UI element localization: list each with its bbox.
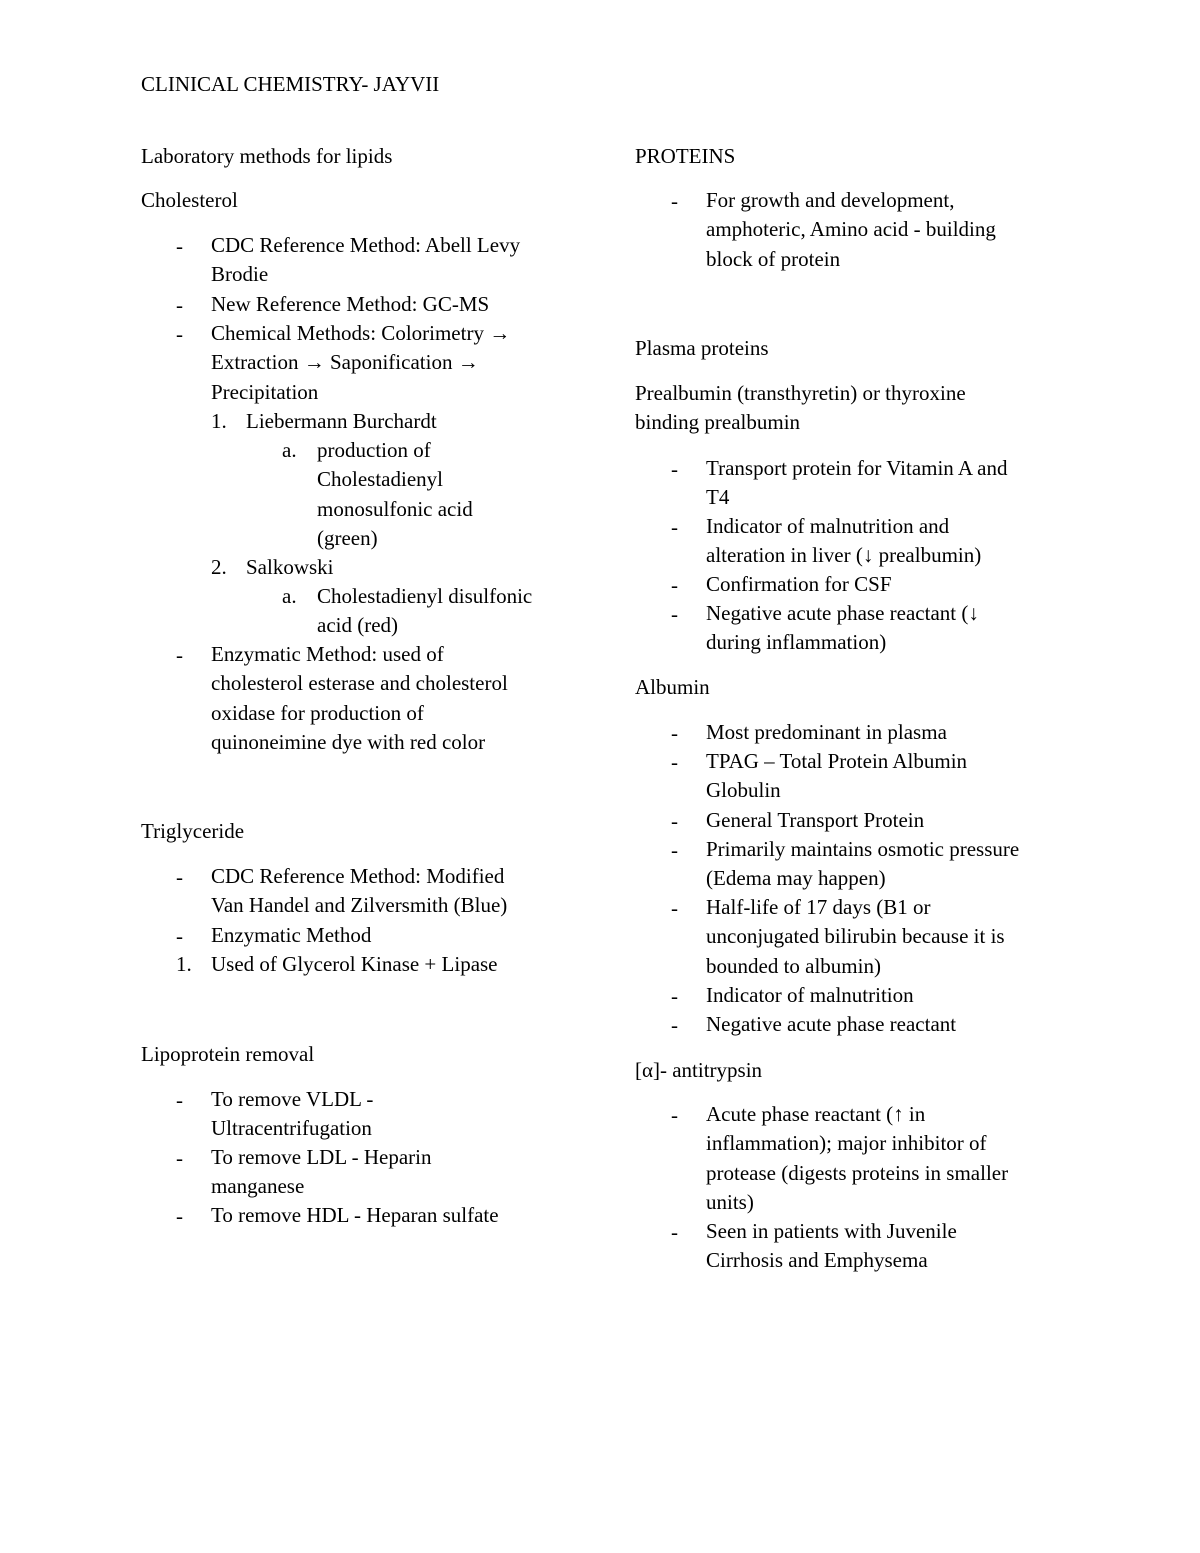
list-item: Half-life of 17 days (B1 or unconjugated bilirubin because it is bounded to albumin) xyxy=(706,895,1005,978)
bullet-marker: - xyxy=(671,1103,678,1127)
list-item: production of Cholestadienyl monosulfonic acid (green) xyxy=(317,438,473,550)
list-item: Salkowski xyxy=(246,555,334,579)
list-item: General Transport Protein xyxy=(706,808,925,832)
bullet-marker: - xyxy=(176,643,183,667)
subheading-antitrypsin: [α]- antitrypsin xyxy=(635,1058,763,1082)
list-item: Liebermann Burchardt xyxy=(246,409,437,433)
list-item: For growth and development, amphoteric, Amino acid - building block of protein xyxy=(706,188,996,271)
bullet-marker: - xyxy=(671,809,678,833)
bullet-marker: - xyxy=(176,1204,183,1228)
list-item: Transport protein for Vitamin A and T4 xyxy=(706,456,1008,510)
list-marker: 2. xyxy=(211,555,227,579)
subheading-prealbumin: Prealbumin (transthyretin) or thyroxine binding prealbumin xyxy=(635,381,966,435)
subheading-lipoprotein: Lipoprotein removal xyxy=(141,1042,315,1066)
bullet-marker: - xyxy=(671,896,678,920)
list-item: Negative acute phase reactant xyxy=(706,1012,957,1036)
bullet-marker: - xyxy=(671,573,678,597)
subheading-cholesterol: Cholesterol xyxy=(141,188,238,212)
bullet-marker: - xyxy=(671,602,678,626)
bullet-marker: - xyxy=(671,1220,678,1244)
bullet-marker: - xyxy=(176,1088,183,1112)
list-item: Most predominant in plasma xyxy=(706,720,947,744)
list-item: Seen in patients with Juvenile Cirrhosis and Emphysema xyxy=(706,1219,957,1273)
list-marker: a. xyxy=(282,438,297,462)
bullet-marker: - xyxy=(176,322,183,346)
list-item: Primarily maintains osmotic pressure (Edema may happen) xyxy=(706,837,1020,891)
bullet-marker: - xyxy=(176,924,183,948)
bullet-marker: - xyxy=(671,984,678,1008)
list-item: Chemical Methods: Colorimetry → Extraction → Saponification → Precipitation xyxy=(211,321,511,404)
list-marker: 1. xyxy=(211,409,227,433)
bullet-marker: - xyxy=(671,515,678,539)
bullet-marker: - xyxy=(671,838,678,862)
list-item: Acute phase reactant (↑ in inflammation); major inhibitor of protease (digests proteins in smaller units) xyxy=(706,1102,1009,1214)
document-title: CLINICAL CHEMISTRY- JAYVII xyxy=(141,72,440,96)
list-marker: 1. xyxy=(176,952,192,976)
subheading-albumin: Albumin xyxy=(635,675,710,699)
section-heading-lipids: Laboratory methods for lipids xyxy=(141,144,393,168)
list-item: TPAG – Total Protein Albumin Globulin xyxy=(706,749,968,803)
list-marker: a. xyxy=(282,584,297,608)
list-item: CDC Reference Method: Modified Van Handel and Zilversmith (Blue) xyxy=(211,864,508,918)
list-item: CDC Reference Method: Abell Levy Brodie xyxy=(211,233,521,287)
list-item: Confirmation for CSF xyxy=(706,572,892,596)
bullet-marker: - xyxy=(671,721,678,745)
bullet-marker: - xyxy=(176,293,183,317)
section-heading-proteins: PROTEINS xyxy=(635,144,736,168)
list-item: To remove HDL - Heparan sulfate xyxy=(211,1203,499,1227)
bullet-marker: - xyxy=(671,189,678,213)
list-item: Indicator of malnutrition and alteration in liver (↓ prealbumin) xyxy=(706,514,982,568)
bullet-marker: - xyxy=(176,1146,183,1170)
list-item: Negative acute phase reactant (↓ during inflammation) xyxy=(706,601,979,655)
bullet-marker: - xyxy=(671,750,678,774)
list-item: Indicator of malnutrition xyxy=(706,983,914,1007)
list-item: New Reference Method: GC-MS xyxy=(211,292,490,316)
bullet-marker: - xyxy=(671,457,678,481)
list-item: Cholestadienyl disulfonic acid (red) xyxy=(317,584,533,638)
subheading-plasma-proteins: Plasma proteins xyxy=(635,336,769,360)
subheading-triglyceride: Triglyceride xyxy=(141,819,245,843)
list-item: Used of Glycerol Kinase + Lipase xyxy=(211,952,498,976)
bullet-marker: - xyxy=(176,234,183,258)
list-item: Enzymatic Method xyxy=(211,923,372,947)
bullet-marker: - xyxy=(671,1013,678,1037)
list-item: To remove VLDL - Ultracentrifugation xyxy=(211,1087,374,1141)
list-item: Enzymatic Method: used of cholesterol esterase and cholesterol oxidase for production of quinoneimine dye with red color xyxy=(211,642,508,754)
bullet-marker: - xyxy=(176,865,183,889)
list-item: To remove LDL - Heparin manganese xyxy=(211,1145,432,1199)
